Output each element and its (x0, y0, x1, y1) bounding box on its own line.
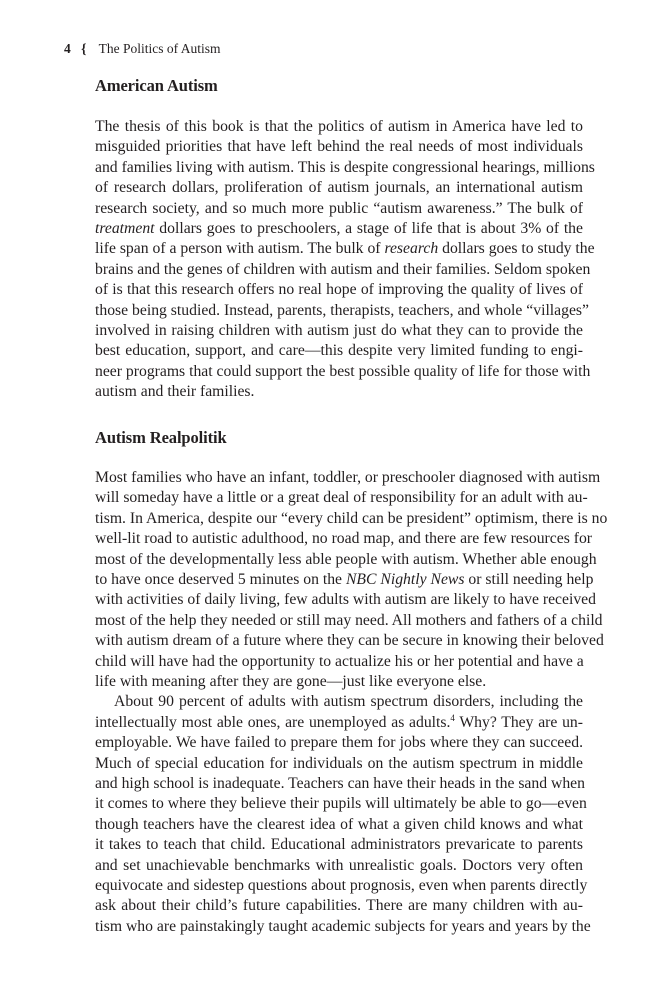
paragraph-american-autism (95, 117, 595, 402)
text-line: neer programs that could support the best possible quality of life for those with (95, 362, 591, 380)
text-line: life with meaning after they are gone—just like everyone else. (95, 672, 487, 690)
text-line: brains and the genes of children with autism and their families. Seldom spoken (95, 260, 591, 278)
text-line: child will have had the opportunity to actualize his or her potential and have a (95, 652, 584, 670)
page-number: 4 (64, 41, 71, 56)
text-run: Why? They are un- (454, 713, 583, 731)
text-line: The thesis of this book is that the politics of autism in America have led to (95, 118, 583, 135)
text-line: will someday have a little or a great deal of responsibility for an adult with au- (95, 489, 588, 507)
running-head-brace: { (81, 41, 87, 56)
text-line (95, 570, 594, 590)
running-head-title: The Politics of Autism (98, 41, 221, 56)
text-line: Much of special education for individuals on the autism spectrum in middle (95, 754, 583, 772)
text-line: most of the developmentally less able people with autism. Whether able enough (95, 550, 597, 568)
text-line: of is that this research offers no real hope of improving the quality of lives of (95, 281, 583, 299)
paragraph-realpolitik-1 (95, 468, 608, 692)
section-heading-autism-realpolitik: Autism Realpolitik (95, 428, 227, 447)
text-line: tism who are painstakingly taught academic subjects for years and years by the (95, 917, 591, 935)
text-run: dollars goes to preschoolers, a stage of life that is about 3% of the (154, 219, 583, 237)
text-line: it takes to teach that child. Educational administrators prevaricate to parents (95, 836, 583, 854)
text-run: dollars goes to study the (438, 240, 595, 258)
text-line: misguided priorities that have left behind the real needs of most individuals (95, 138, 583, 156)
text-line: and high school is inadequate. Teachers can have their heads in the sand when (95, 774, 585, 792)
text-line: Most families who have an infant, toddler, or preschooler diagnosed with autism (95, 469, 601, 486)
text-run: intellectually most able ones, are unemployed as adults. (95, 713, 451, 731)
running-head (64, 40, 220, 58)
italic-term-research: research (384, 240, 439, 258)
text-line: those being studied. Instead, parents, therapists, teachers, and whole “villages” (95, 301, 590, 319)
text-line: and set unachievable benchmarks with unrealistic goals. Doctors very often (95, 856, 583, 874)
text-line: and families living with autism. This is despite congressional hearings, millions (95, 158, 595, 176)
text-run: or still needing help (464, 570, 594, 588)
text-line: tism. In America, despite our “every child can be president” optimism, there is no (95, 509, 608, 527)
text-run: to have once deserved 5 minutes on the (95, 570, 346, 588)
text-line: with activities of daily living, few adults with autism are likely to have received (95, 591, 596, 609)
footnote-marker[interactable]: 4 (450, 712, 455, 723)
text-line: equivocate and sidestep questions about prognosis, even when parents directly (95, 876, 588, 894)
italic-term-treatment: treatment (95, 219, 155, 237)
text-line (95, 713, 583, 733)
text-line: About 90 percent of adults with autism spectrum disorders, including the (114, 693, 583, 711)
text-line: involved in raising children with autism just do what they can to provide the (95, 321, 583, 339)
section-heading-american-autism: American Autism (95, 76, 218, 95)
text-line (95, 239, 595, 259)
text-run: life span of a person with autism. The bulk of (95, 240, 385, 258)
text-line: autism and their families. (95, 383, 255, 401)
text-line: it comes to where they believe their pupils will ultimately be able to go—even (95, 795, 587, 813)
text-line: though teachers have the clearest idea of what a given child knows and what (95, 815, 583, 833)
text-line: best education, support, and care—this despite very limited funding to engi- (95, 342, 583, 360)
text-line: most of the help they needed or still may need. All mothers and fathers of a child (95, 611, 603, 629)
text-line: well-lit road to autistic adulthood, no road map, and there are few resources for (95, 530, 593, 548)
text-line: ask about their child’s future capabilities. There are many children with au- (95, 897, 583, 915)
text-line: research society, and so much more public “autism awareness.” The bulk of (95, 199, 583, 217)
text-line: with autism dream of a future where they can be secure in knowing their beloved (95, 632, 604, 650)
text-line: of research dollars, proliferation of autism journals, an international autism (95, 179, 583, 197)
text-line: employable. We have failed to prepare them for jobs where they can succeed. (95, 734, 583, 752)
paragraph-realpolitik-2 (95, 692, 591, 937)
italic-title-nbc-nightly-news: NBC Nightly News (345, 570, 465, 588)
text-line (95, 219, 583, 239)
